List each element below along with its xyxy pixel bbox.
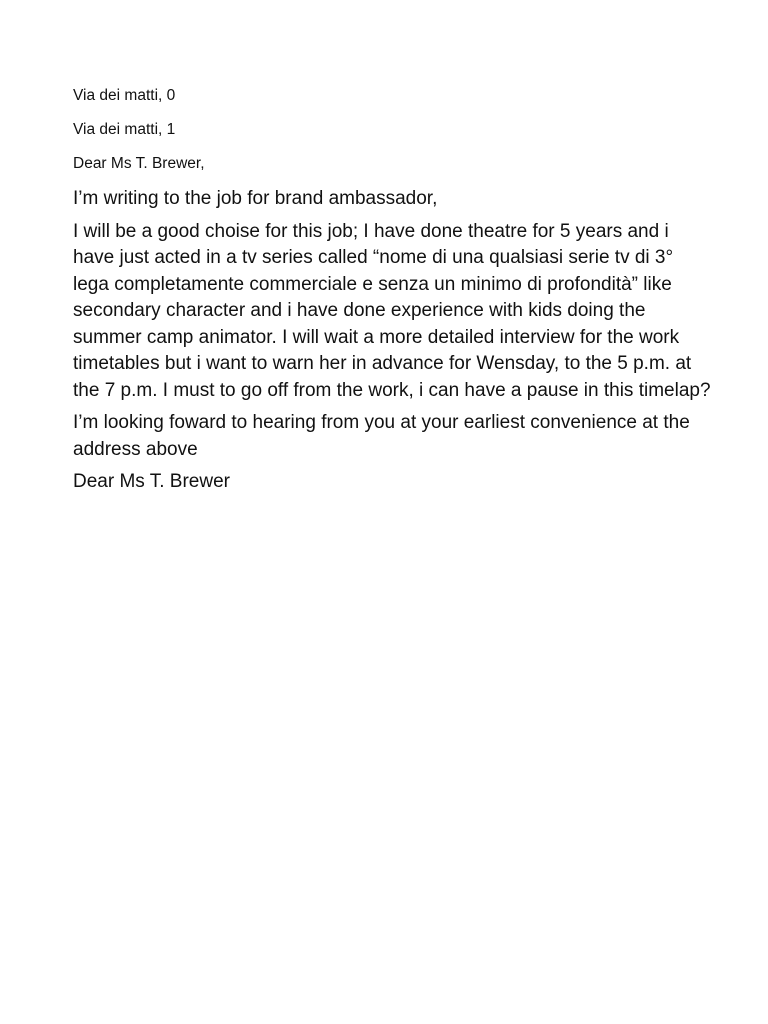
- sign-off: Dear Ms T. Brewer: [73, 471, 230, 492]
- letter-page: [73, 86, 713, 502]
- opening-line: I’m writing to the job for brand ambassador,: [73, 188, 438, 209]
- closing-paragraph: I’m looking foward to hearing from you at your earliest convenience at the address above: [73, 412, 690, 460]
- address-line-2: Via dei matti, 1: [73, 121, 176, 138]
- salutation: Dear Ms T. Brewer,: [73, 155, 205, 172]
- address-line-1: Via dei matti, 0: [73, 87, 176, 104]
- body-paragraph: I will be a good choise for this job; I have done theatre for 5 years and i have just acted in a tv series called “nome di una qualsiasi serie tv di 3° lega completamente commerciale e senza un minimo di profondità” like secondary character and i have done experience with kids doing the summer camp animator. I will wait a more detailed interview for the work timetables but i want to warn her in advance for Wensday, to the 5 p.m. at the 7 p.m. I must to go off from the work, i can have a pause in this timelap?: [73, 220, 711, 401]
